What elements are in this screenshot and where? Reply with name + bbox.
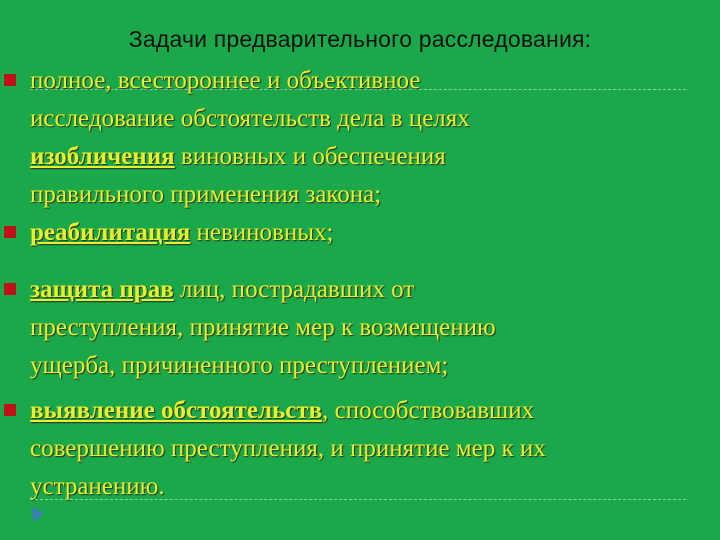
- list-item-line: [30, 309, 496, 346]
- list-item-line: [30, 347, 448, 384]
- line-text: невиновных;: [190, 219, 334, 246]
- line-text: ущерба, причиненного преступлением;: [30, 352, 449, 379]
- line-text: лиц, пострадавших от: [173, 276, 415, 303]
- line-text: правильного применения закона;: [30, 181, 382, 208]
- keyword-text: реабилитация: [30, 219, 191, 246]
- square-bullet-icon: [4, 226, 16, 238]
- list-item-line: [30, 430, 546, 467]
- list-item-line: [30, 62, 420, 99]
- line-text: преступления, принятие мер к возмещению: [30, 314, 496, 341]
- keyword-text: изобличения: [30, 143, 175, 170]
- keyword-text: выявление обстоятельств: [30, 397, 323, 424]
- list-item-line: [30, 176, 381, 213]
- separator-bottom: [30, 499, 686, 500]
- next-arrow-icon[interactable]: [33, 506, 43, 522]
- square-bullet-icon: [4, 404, 16, 416]
- line-text: виновных и обеспечения: [174, 143, 446, 170]
- list-item-line: [30, 392, 534, 429]
- list-item-line: [30, 271, 414, 308]
- list-item-line: [30, 138, 446, 175]
- keyword-text: защита прав: [30, 276, 174, 303]
- line-text: полное, всестороннее и объективное: [30, 67, 421, 94]
- square-bullet-icon: [4, 74, 16, 86]
- line-text: исследование обстоятельств дела в целях: [30, 105, 470, 132]
- list-item-line: [30, 100, 470, 137]
- list-item-line: [30, 214, 333, 251]
- line-text: , способствовавших: [322, 397, 535, 424]
- slide-title: Задачи предварительного расследования:: [128, 26, 592, 52]
- line-text: совершению преступления, и принятие мер к их: [30, 435, 546, 462]
- square-bullet-icon: [4, 283, 16, 295]
- line-text: устранению.: [30, 473, 165, 500]
